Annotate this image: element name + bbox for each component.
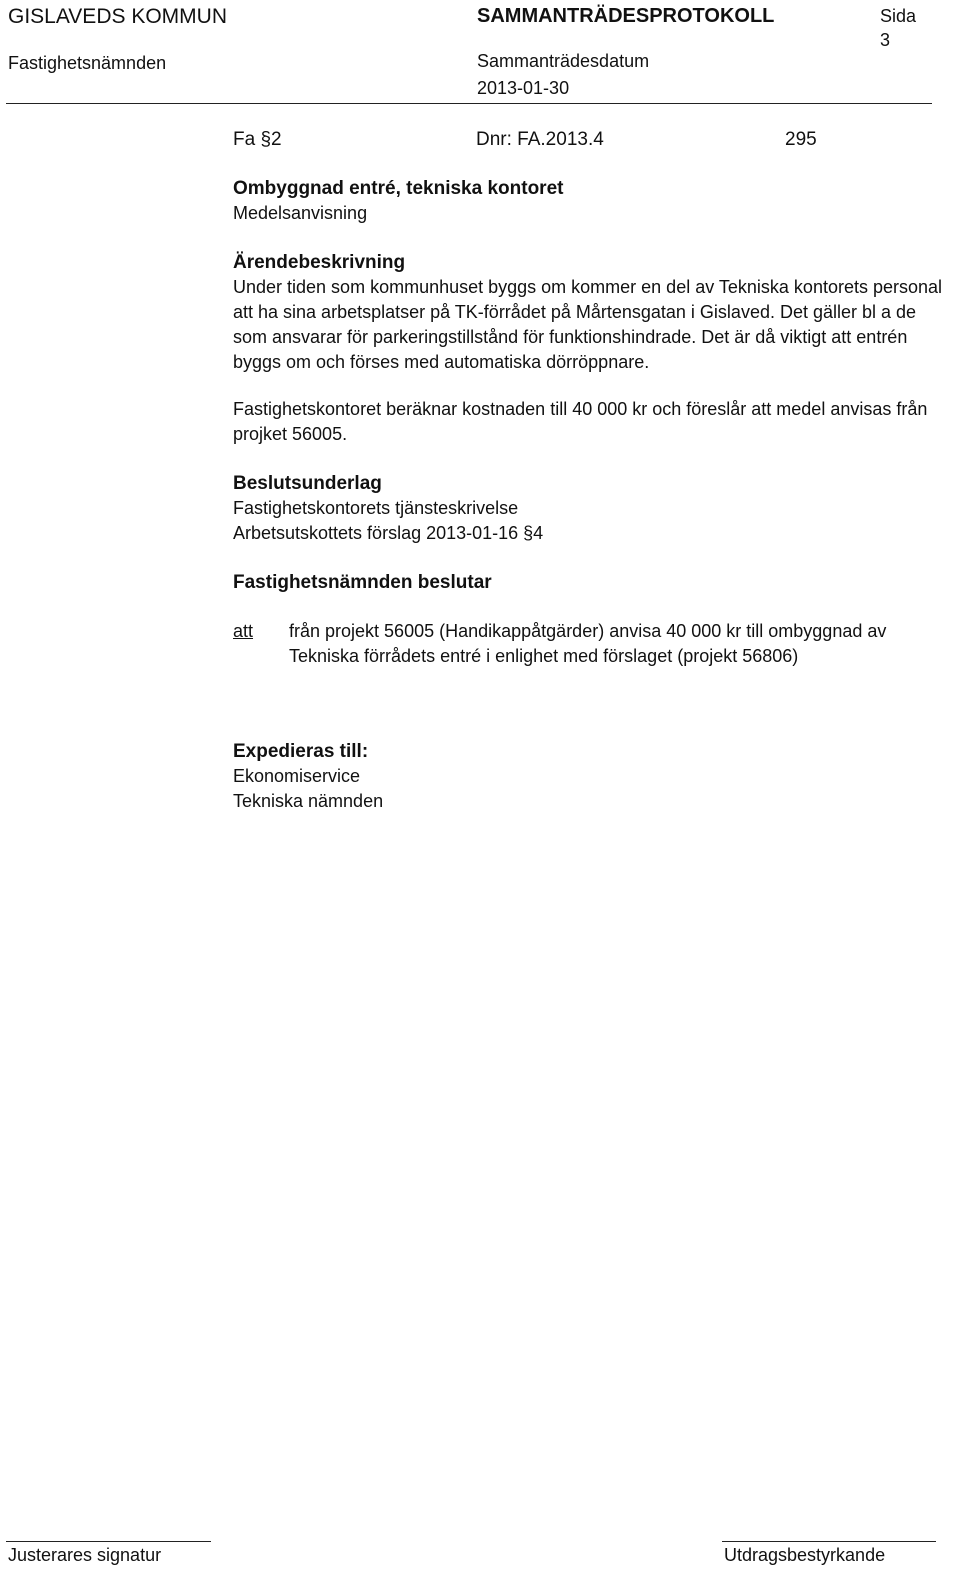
basis-heading: Beslutsunderlag	[233, 473, 382, 494]
diary-number: Dnr: FA.2013.4	[476, 129, 604, 150]
page-number: 3	[880, 30, 891, 50]
case-title: Ombyggnad entré, tekniska kontoret	[233, 178, 564, 199]
page-label: Sida	[880, 6, 917, 26]
case-number: 295	[785, 129, 817, 150]
municipality-name: GISLAVEDS KOMMUN	[8, 5, 227, 28]
case-subtitle: Medelsanvisning	[233, 203, 368, 223]
decision-heading: Fastighetsnämnden beslutar	[233, 572, 492, 593]
dispatch-heading: Expedieras till:	[233, 741, 369, 762]
document-type: SAMMANTRÄDESPROTOKOLL	[477, 5, 775, 27]
basis-item: Arbetsutskottets förslag 2013-01-16 §4	[233, 523, 544, 543]
reference-row	[233, 127, 953, 152]
decision-text: från projekt 56005 (Handikappåtgärder) anvisa 40 000 kr till ombyggnad av Tekniska förrådets entré i enlighet med förslaget (projekt 56806)	[289, 621, 887, 666]
paragraph-number: Fa §2	[233, 129, 282, 150]
dispatch-recipient: Ekonomiservice	[233, 766, 361, 786]
signature-line-right	[722, 1541, 936, 1542]
meeting-date: 2013-01-30	[477, 78, 570, 98]
dispatch-recipient: Tekniska nämnden	[233, 791, 384, 811]
meeting-date-label: Sammanträdesdatum	[477, 51, 650, 71]
signature-line-left	[6, 1541, 211, 1542]
board-name: Fastighetsnämnden	[8, 53, 167, 73]
decision-clause	[233, 619, 953, 669]
description-paragraph-1: Under tiden som kommunhuset byggs om kommer en del av Tekniska kontorets personal att ha sina arbetsplatser på TK-förrådet på Mårtensgatan i Gislaved. Det gäller bl a de som ansvarar för parkeringstillstånd för funktionshindrade. Det är då viktigt att entrén byggs om och förses med automatiska dörröppnare.	[233, 277, 943, 372]
adjuster-signature-label: Justerares signatur	[8, 1545, 162, 1565]
extract-certification-label: Utdragsbestyrkande	[724, 1545, 886, 1565]
decision-att-label: att	[233, 621, 254, 641]
header-divider	[6, 103, 932, 104]
description-paragraph-2: Fastighetskontoret beräknar kostnaden till 40 000 kr och föreslår att medel anvisas från projket 56005.	[233, 399, 928, 444]
document-body	[233, 127, 953, 814]
description-heading: Ärendebeskrivning	[233, 252, 406, 273]
basis-item: Fastighetskontorets tjänsteskrivelse	[233, 498, 519, 518]
